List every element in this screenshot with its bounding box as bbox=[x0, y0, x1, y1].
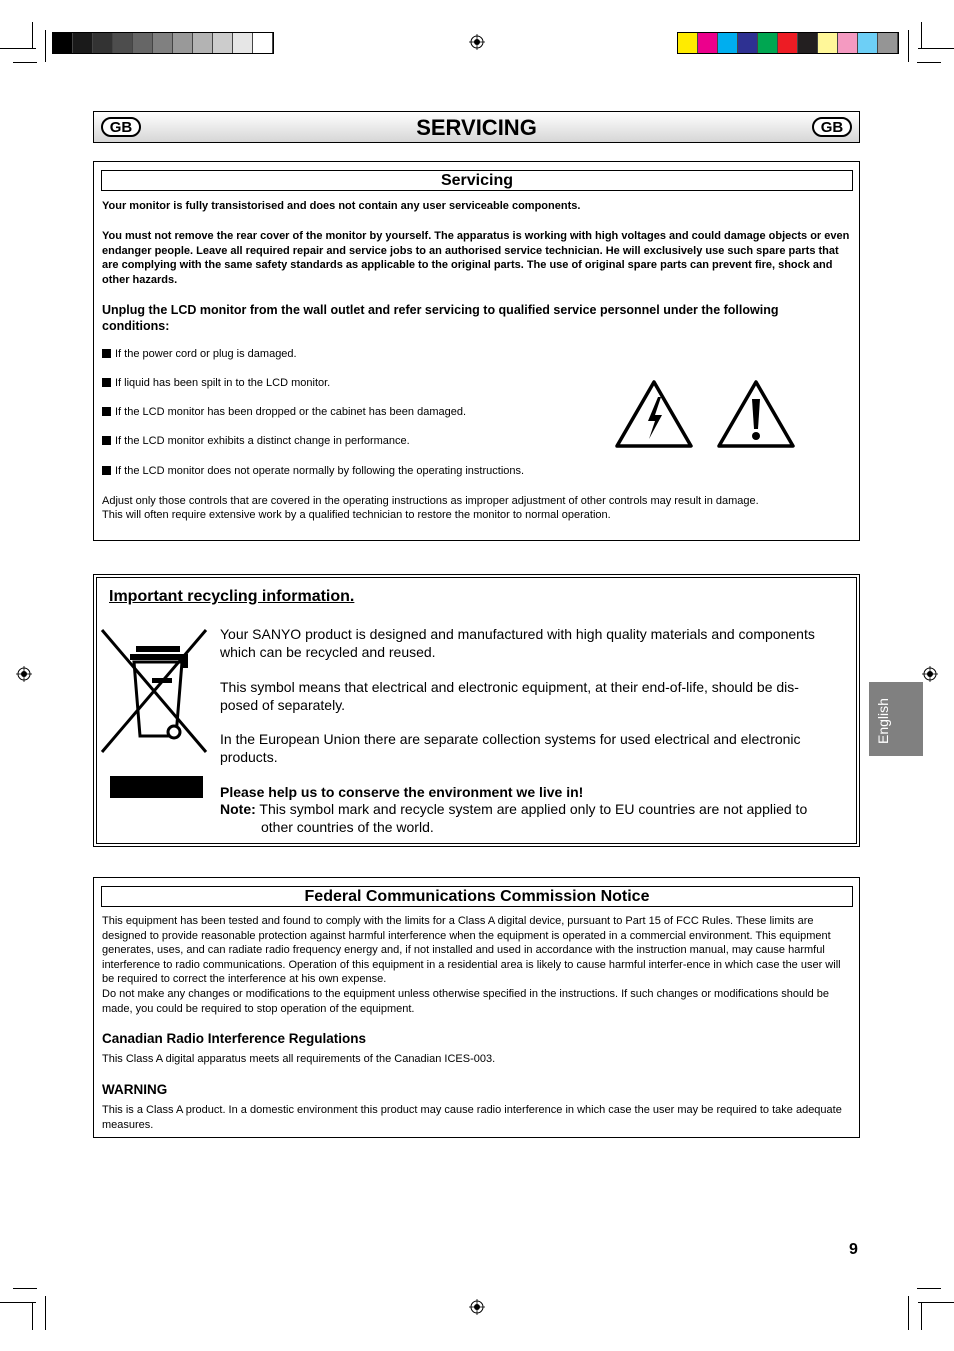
color-swatch bbox=[738, 33, 758, 53]
recycling-note: Note: This symbol mark and recycle system are applied only to EU countries are not applied to bbox=[220, 801, 808, 817]
color-swatch bbox=[53, 33, 73, 53]
language-tab-label: English bbox=[875, 698, 891, 744]
recycling-paragraph: This symbol means that electrical and electronic equipment, at their end-of-life, should be dis-posed of separately. bbox=[220, 679, 799, 713]
note-label: Note: bbox=[220, 801, 256, 817]
crop-mark bbox=[32, 1302, 33, 1330]
crop-mark bbox=[908, 1296, 909, 1330]
color-swatch bbox=[233, 33, 253, 53]
registration-mark-icon bbox=[922, 666, 938, 682]
crop-mark bbox=[32, 22, 33, 48]
list-item: If the LCD monitor has been dropped or the cabinet has been damaged. bbox=[102, 406, 466, 418]
crop-mark bbox=[45, 1296, 46, 1330]
crop-mark bbox=[13, 1288, 37, 1289]
caution-exclamation-icon bbox=[716, 379, 796, 449]
warning-text: This is a Class A product. In a domestic environment this product may cause radio interference in which case the user may be required to take adequate measures. bbox=[102, 1104, 842, 1131]
color-swatch bbox=[133, 33, 153, 53]
color-swatch bbox=[253, 33, 273, 53]
color-swatch bbox=[113, 33, 133, 53]
color-swatch bbox=[838, 33, 858, 53]
fcc-paragraph: This equipment has been tested and found to comply with the limits for a Class A digital device, pursuant to Part 15 of FCC Rules. These limits are designed to provide reasonable protection against harmful interference when the equipment is operated in a commercial environment. This equipment generates, uses, and can radiate radio frequency energy and, if not installed and used in accordance with the instruction manual, may cause harmful interference to radio communications. Operation of this equipment in a residential area is likely to cause harmful interfer-ence in which case the user will be required to correct the interference at his own expense. bbox=[102, 915, 841, 985]
list-item: If the LCD monitor does not operate normally by following the operating instructions. bbox=[102, 465, 524, 477]
recycling-bar-symbol bbox=[110, 776, 203, 798]
servicing-note: This will often require extensive work by a qualified technician to restore the monitor to normal operation. bbox=[102, 509, 611, 521]
fcc-heading: Federal Communications Commission Notice bbox=[101, 886, 853, 907]
page-title: SERVICING bbox=[416, 115, 537, 140]
color-swatch bbox=[718, 33, 738, 53]
crop-mark bbox=[45, 30, 46, 62]
crop-mark bbox=[0, 1302, 36, 1303]
list-item: If the power cord or plug is damaged. bbox=[102, 348, 297, 360]
color-swatch bbox=[93, 33, 113, 53]
grayscale-calibration-bar bbox=[52, 32, 274, 54]
crossed-out-wheelie-bin-icon bbox=[100, 628, 210, 756]
color-swatch bbox=[818, 33, 838, 53]
color-swatch bbox=[678, 33, 698, 53]
recycling-paragraph: In the European Union there are separate collection systems for used electrical and electronic products. bbox=[220, 731, 801, 765]
crop-mark bbox=[13, 62, 37, 63]
canadian-text: This Class A digital apparatus meets all requirements of the Canadian ICES-003. bbox=[102, 1053, 496, 1065]
recycling-paragraph: Your SANYO product is designed and manufactured with high quality materials and components which can be recycled and reused. bbox=[220, 626, 815, 660]
canadian-heading: Canadian Radio Interference Regulations bbox=[102, 1031, 367, 1046]
electric-shock-warning-icon bbox=[614, 379, 694, 449]
crop-mark bbox=[0, 48, 36, 49]
registration-mark-icon bbox=[16, 666, 32, 682]
crop-mark bbox=[918, 1302, 954, 1303]
color-swatch bbox=[698, 33, 718, 53]
servicing-note: Adjust only those controls that are covered in the operating instructions as improper adjustment of other controls may result in damage. bbox=[102, 495, 759, 507]
crop-mark bbox=[917, 62, 941, 63]
servicing-paragraph: Your monitor is fully transistorised and does not contain any user serviceable components. bbox=[102, 200, 581, 212]
recycling-note-continued: other countries of the world. bbox=[261, 819, 434, 835]
gb-badge: GB bbox=[812, 117, 852, 137]
list-item: If liquid has been spilt in to the LCD monitor. bbox=[102, 377, 330, 389]
servicing-heading: Servicing bbox=[101, 170, 853, 191]
crop-mark bbox=[917, 1288, 941, 1289]
crop-mark bbox=[921, 1302, 922, 1330]
color-swatch bbox=[778, 33, 798, 53]
crop-mark bbox=[921, 22, 922, 48]
color-swatch bbox=[878, 33, 898, 53]
warning-heading: WARNING bbox=[102, 1082, 168, 1097]
servicing-paragraph: You must not remove the rear cover of the monitor by yourself. The apparatus is working with high voltages and could damage objects or even endanger people. Leave all required repair and service jobs to an authorised service technician. He will exclusively use such spare parts that are complying with the same safety standards as applicable to the original parts. The use of original spare parts can prevent fire, shock and other hazards. bbox=[102, 230, 850, 286]
color-swatch bbox=[213, 33, 233, 53]
recycling-appeal: Please help us to conserve the environment we live in! bbox=[220, 784, 584, 800]
language-tab bbox=[869, 682, 923, 756]
fcc-paragraph: Do not make any changes or modifications to the equipment unless otherwise specified in the instructions. If such changes or modifications should be made, you could be required to stop operation of the equipment. bbox=[102, 988, 830, 1015]
color-swatch bbox=[758, 33, 778, 53]
color-swatch bbox=[73, 33, 93, 53]
crop-mark bbox=[918, 48, 954, 49]
color-swatch bbox=[153, 33, 173, 53]
servicing-conditions-intro: Unplug the LCD monitor from the wall outlet and refer servicing to qualified service personnel under the following conditions: bbox=[102, 303, 779, 333]
color-swatch bbox=[173, 33, 193, 53]
color-swatch bbox=[858, 33, 878, 53]
list-item: If the LCD monitor exhibits a distinct change in performance. bbox=[102, 435, 410, 447]
page-number: 9 bbox=[849, 1241, 858, 1258]
color-swatch bbox=[798, 33, 818, 53]
gb-badge: GB bbox=[101, 117, 141, 137]
recycling-heading: Important recycling information. bbox=[109, 588, 355, 605]
color-calibration-bar bbox=[677, 32, 899, 54]
color-swatch bbox=[193, 33, 213, 53]
registration-mark-icon bbox=[469, 1299, 485, 1315]
registration-mark-icon bbox=[469, 34, 485, 50]
page-header bbox=[93, 111, 860, 143]
crop-mark bbox=[908, 30, 909, 62]
